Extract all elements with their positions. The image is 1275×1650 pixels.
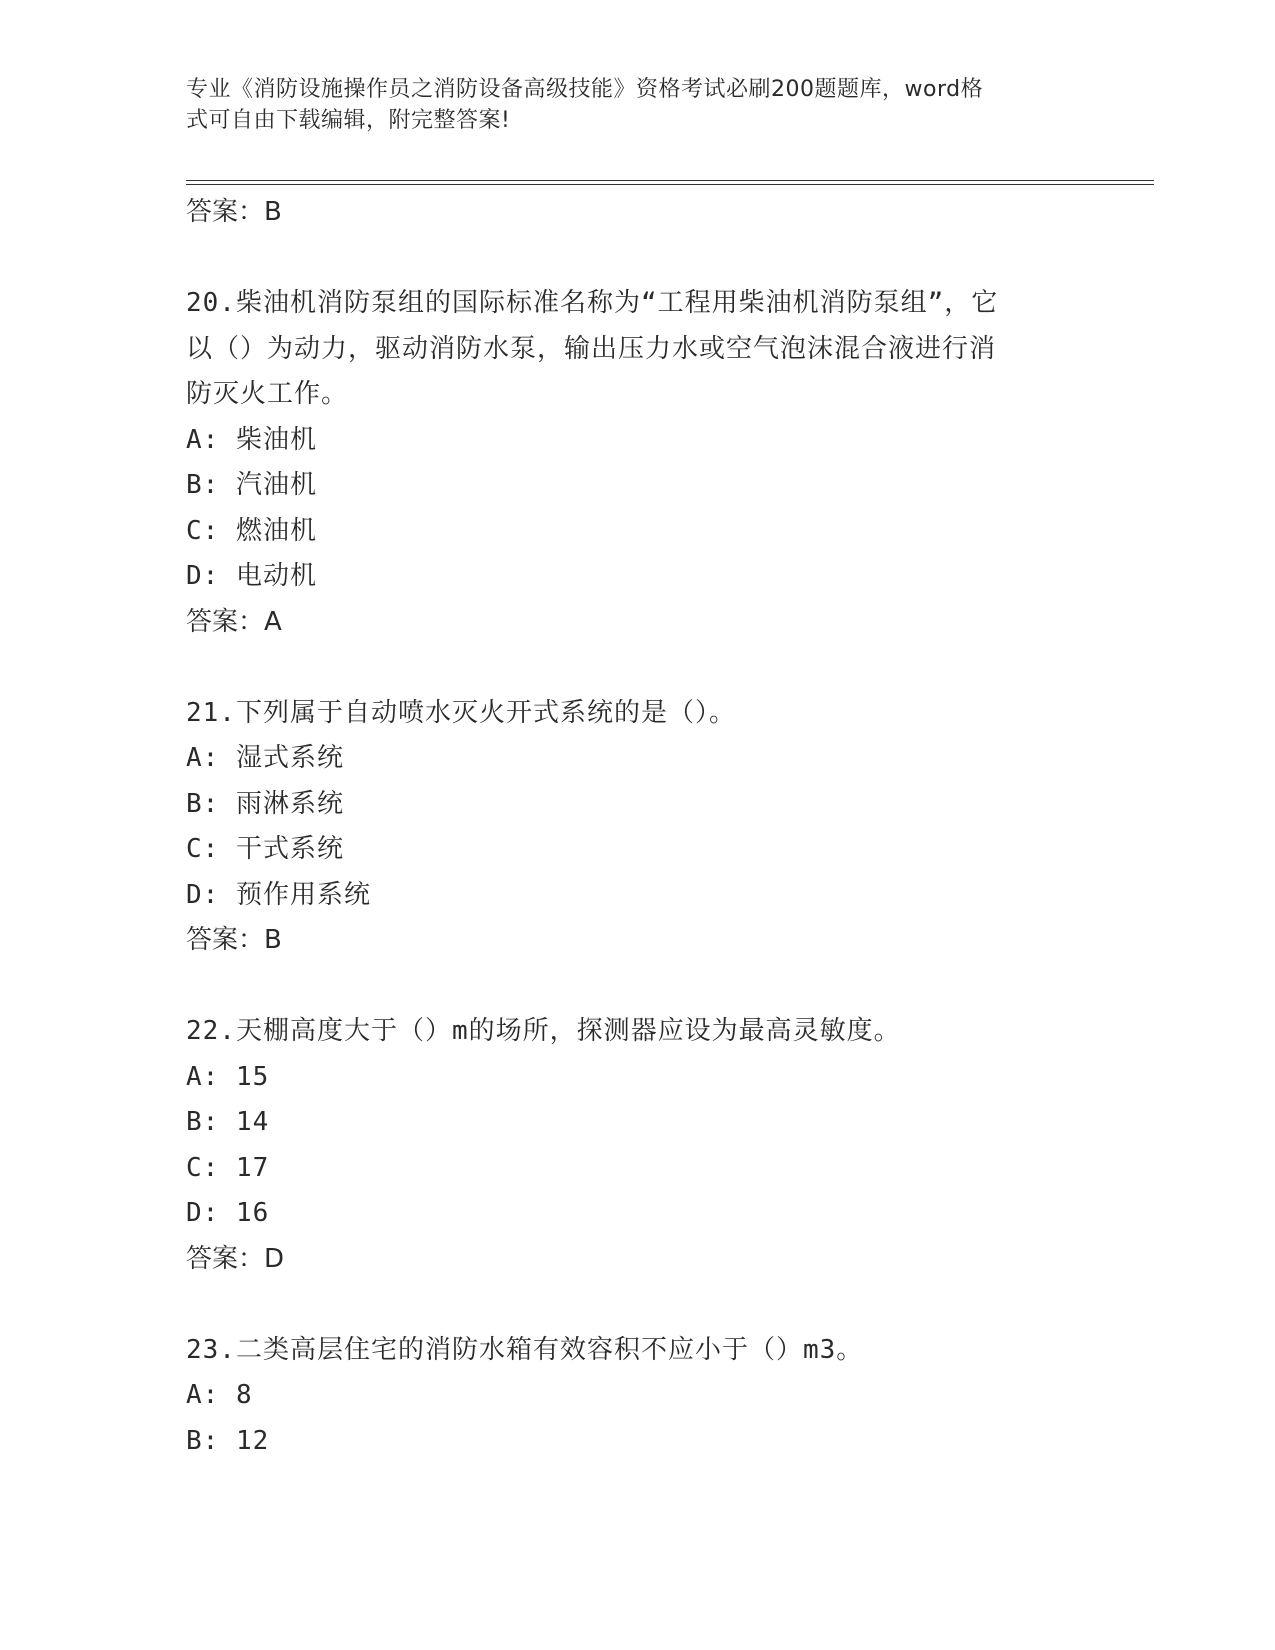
- answer-line: 答案：B: [186, 197, 282, 227]
- option-d: D: 预作用系统: [186, 879, 371, 910]
- answer-line: 答案：B: [186, 925, 282, 955]
- option-d: D: 电动机: [186, 561, 317, 591]
- question-stem-line: 22.天棚高度大于（）m的场所，探测器应设为最高灵敏度。: [186, 1016, 901, 1046]
- option-a: A: 湿式系统: [186, 743, 344, 773]
- header-divider-bottom: [186, 184, 1154, 185]
- spacer: [186, 1282, 1086, 1328]
- answer-line: 答案：D: [186, 1243, 285, 1274]
- question-stem-line: 以（）为动力，驱动消防水泵，输出压力水或空气泡沫混合液进行消: [186, 333, 997, 364]
- option-b: B: 雨淋系统: [186, 788, 344, 819]
- option-c: C: 17: [186, 1152, 270, 1183]
- question-stem-line: 防灭火工作。: [186, 379, 349, 409]
- option-c: C: 燃油机: [186, 515, 317, 546]
- document-header: [186, 74, 1066, 136]
- option-a: A: 8: [186, 1380, 253, 1410]
- header-line-1: 专业《消防设施操作员之消防设备高级技能》资格考试必刷200题题库，word格: [186, 77, 984, 102]
- option-a: A: 15: [186, 1061, 270, 1092]
- option-b: B: 汽油机: [186, 470, 317, 500]
- question-21: [186, 691, 1086, 964]
- question-22: [186, 1009, 1086, 1282]
- spacer: [186, 645, 1086, 691]
- header-line-2: 式可自由下载编辑，附完整答案!: [186, 108, 511, 133]
- option-b: B: 14: [186, 1107, 270, 1137]
- question-list: [186, 190, 1086, 1464]
- question-stem-line: 20.柴油机消防泵组的国际标准名称为“工程用柴油机消防泵组”，它: [186, 288, 999, 318]
- question-20: [186, 281, 1086, 645]
- spacer: [186, 236, 1086, 282]
- header-divider-top: [186, 180, 1154, 181]
- option-b: B: 12: [186, 1425, 270, 1456]
- option-c: C: 干式系统: [186, 834, 344, 864]
- option-a: A: 柴油机: [186, 424, 317, 455]
- spacer: [186, 964, 1086, 1010]
- question-23: [186, 1328, 1086, 1465]
- option-d: D: 16: [186, 1198, 270, 1228]
- answer-line: 答案：A: [186, 606, 282, 637]
- question-stem-line: 21.下列属于自动喷水灭火开式系统的是（）。: [186, 697, 736, 728]
- question-stem-line: 23.二类高层住宅的消防水箱有效容积不应小于（）m3。: [186, 1334, 864, 1365]
